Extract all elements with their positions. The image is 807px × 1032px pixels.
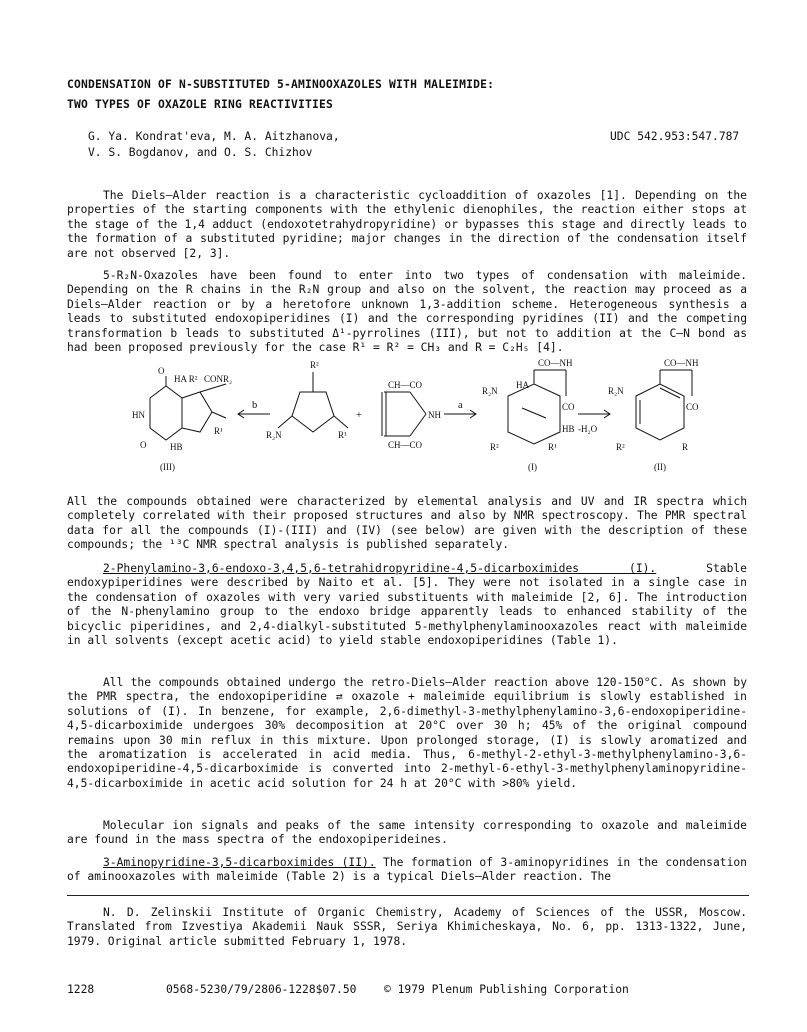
footnote (67, 906, 747, 949)
section-heading-ii: 3-Aminopyridine-3,5-dicarboximides (II). (103, 856, 376, 869)
svg-text:R²: R² (490, 442, 499, 452)
svg-text:CO: CO (562, 402, 575, 412)
paragraph-retro-diels-alder-text: All the compounds obtained undergo the retro-Diels—Alder reaction above 120-150°C. As shown by the PMR spectra, the endoxopiperidine ⇄ oxazole + maleimide equilibrium is slowly established in solutions of (I). In benzene, for example, 2,6-dimethyl-3-methylphenylamino-3,6-endoxopiperidine-4,5-dicarboximide undergoes 30% decomposition at 20°C over 30 h; 45% of the original compound remains upon 30 min reflux in this mixture. Upon prolonged storage, (I) is slowly aromatized and the aromatization is accelerated in acid media. Thus, 6-methyl-2-ethyl-3-methylphenylamino-3,6-endoxopiperidine-4,5-dicarboximide is converted into 2-methyl-6-ethyl-3-methylphenylaminopyridine-4,5-dicarboximide in acetic acid solution for 24 h at 20°C with >80% yield. (67, 676, 747, 790)
svg-text:NH: NH (428, 410, 441, 420)
svg-text:R²: R² (310, 360, 319, 370)
ring-iii-left (150, 386, 182, 440)
paragraph-endoxopiperidines-text: Stable endoxypiperidines were described by Naito et al. [5]. They were not isolated in a single case in the condensation of oxazoles with very varied substituents with maleimide [2, 6]. The introduction of the N-phenylamino group to the endoxo bridge apparently leads to enhanced stability of the bicyclic piperidines, and 2,4-dialkyl-substituted 5-methylphenylaminooxazoles react with maleimide in all solvents (except acetic acid) to yield stable endoxopiperidines (Table 1). (67, 562, 747, 648)
paragraph-characterization (67, 495, 747, 553)
svg-text:HN: HN (132, 410, 145, 420)
footnote-divider (67, 895, 749, 896)
arrow-b-label: b (252, 400, 258, 411)
paragraph-aminopyridines-text: The formation of 3-aminopyridines in the condensation of aminooxazoles with maleimide (Table 2) is a typical Diels—Alder reaction. The (67, 856, 747, 884)
paragraph-mass-spectra-text: Molecular ion signals and peaks of the same intensity corresponding to oxazole and maleimide are found in the mass spectra of the endoxopiperideines. (67, 819, 747, 847)
reaction-scheme (130, 356, 710, 476)
authors-line-1: G. Ya. Kondrat'eva, M. A. Aitzhanova, (88, 130, 340, 143)
svg-text:O: O (140, 440, 147, 450)
paragraph-intro (67, 189, 747, 261)
copyright: © 1979 Plenum Publishing Corporation (384, 983, 629, 996)
svg-text:CO: CO (686, 402, 699, 412)
svg-text:HA R²: HA R² (174, 374, 198, 384)
paragraph-characterization-text: All the compounds obtained were characterized by elemental analysis and UV and IR spectra which completely correlated with their proposed structures and also by NMR spectroscopy. The PMR spectral data for all the compounds (I)-(III) and (IV) (see below) are given with the description of these compounds; the ¹³C NMR spectral analysis is published separately. (67, 495, 747, 552)
paragraph-two-types (67, 269, 747, 355)
authors-line-2: V. S. Bogdanov, and O. S. Chizhov (88, 146, 313, 159)
section-heading-i: 2-Phenylamino-3,6-endoxo-3,4,5,6-tetrahidropyridine-4,5-dicarboximides (I). (103, 562, 657, 575)
ring-iii-right (182, 392, 212, 432)
paragraph-retro-diels-alder (67, 676, 747, 791)
svg-text:R₂N: R₂N (482, 386, 498, 396)
svg-text:R¹: R¹ (214, 426, 223, 436)
udc-code: UDC 542.953:547.787 (610, 130, 740, 143)
plus-sign: + (356, 410, 362, 421)
label-compound-iii: (III) (160, 462, 175, 472)
article-code: 0568-5230/79/2806-1228$07.50 (166, 983, 357, 996)
svg-text:R¹: R¹ (548, 442, 557, 452)
label-compound-i: (I) (528, 462, 537, 472)
paragraph-two-types-text: 5-R₂N-Oxazoles have been found to enter into two types of condensation with maleimide. Depending on the R chains in the R₂N group and also on the solvent, the reaction may proceed as a Diels—Alder reaction or by a heretofore unknown 1,3-addition scheme. Heterogeneous synthesis a leads to substituted endoxopiperidines (I) and the corresponding pyridines (II) and the competing transformation b leads to substituted Δ¹-pyrrolines (III), but not to addition at the C—N bond as had been proposed previously for the case R¹ = R² = CH₃ and R = C₂H₅ [4]. (67, 269, 747, 355)
svg-text:CONR₂: CONR₂ (204, 374, 233, 384)
svg-text:HA: HA (516, 380, 529, 390)
paragraph-mass-spectra (67, 819, 747, 848)
minus-water-label: -H₂O (578, 424, 598, 434)
svg-text:R₂N: R₂N (608, 386, 624, 396)
svg-text:CH—CO: CH—CO (388, 380, 423, 390)
page-number: 1228 (67, 983, 95, 996)
svg-text:R: R (682, 442, 689, 452)
paragraph-endoxopiperidines (67, 562, 747, 648)
paragraph-aminopyridines (67, 856, 747, 885)
footnote-text: N. D. Zelinskii Institute of Organic Chemistry, Academy of Sciences of the USSR, Moscow. Translated from Izvestiya Akademii Nauk SSSR, Seriya Khimicheskaya, No. 6, pp. 1313-1322, June, 1979. Original article submitted February 1, 1978. (67, 906, 747, 948)
svg-text:R₂N: R₂N (266, 430, 282, 440)
svg-text:CH—CO: CH—CO (388, 440, 423, 450)
svg-text:CO—NH: CO—NH (664, 358, 699, 368)
svg-text:R¹: R¹ (338, 430, 347, 440)
paragraph-intro-text: The Diels—Alder reaction is a characteristic cycloaddition of oxazoles [1]. Depending on the properties of the starting components with the ethylenic dienophiles, the reaction either stops at the stage of the 1,4 adduct (endoxotetrahydropyridine) or bypasses this stage and directly leads to the formation of a substituted pyridine; major changes in the direction of the condensation itself are not observed [2, 3]. (67, 189, 747, 260)
title-line-2: TWO TYPES OF OXAZOLE RING REACTIVITIES (67, 98, 334, 111)
svg-text:HB: HB (562, 424, 575, 434)
arrow-a-label: a (458, 400, 463, 411)
svg-text:R²: R² (616, 442, 625, 452)
svg-text:O: O (158, 366, 165, 376)
svg-text:CO—NH: CO—NH (538, 358, 573, 368)
label-compound-ii: (II) (654, 462, 666, 472)
svg-text:HB: HB (170, 442, 183, 452)
title-line-1: CONDENSATION OF N-SUBSTITUTED 5-AMINOOXAZOLES WITH MALEIMIDE: (67, 78, 495, 91)
